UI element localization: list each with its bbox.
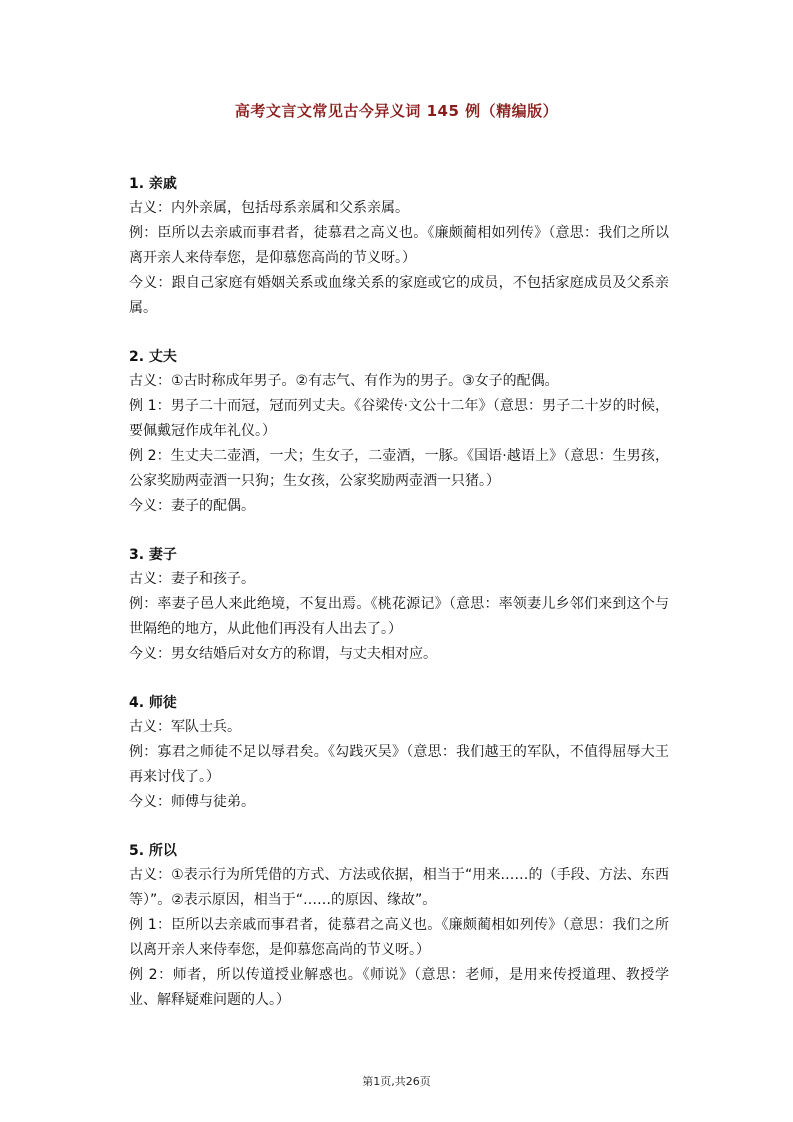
ancient-meaning: 古义：内外亲属，包括母系亲属和父系亲属。	[129, 200, 409, 216]
ancient-meaning: 古义：①古时称成年男子。②有志气、有作为的男子。③女子的配偶。	[129, 373, 559, 389]
entry-1	[129, 174, 669, 321]
document-body	[129, 174, 669, 1039]
ancient-meaning: 古义：妻子和孩子。	[129, 571, 255, 587]
example: 例：臣所以去亲戚而事君者，徒慕君之高义也。《廉颇蔺相如列传》（意思：我们之所以离开亲人来侍奉您，是仰慕您高尚的节义呀。）	[129, 225, 669, 266]
entry-heading: 2. 丈夫	[129, 349, 177, 365]
modern-meaning: 今义：师傅与徒弟。	[129, 794, 255, 810]
example: 例：寡君之师徒不足以辱君矣。《勾践灭吴》（意思：我们越王的军队，不值得屈辱大王再来讨伐了。）	[129, 744, 669, 785]
ancient-meaning: 古义：①表示行为所凭借的方式、方法或依据，相当于“用来……的（手段、方法、东西等）”。②表示原因，相当于“……的原因、缘故”。	[129, 867, 669, 908]
page-title: 高考文言文常见古今异义词 145 例（精编版）	[234, 102, 559, 120]
entry-heading: 3. 妻子	[129, 547, 177, 563]
entry-2	[129, 347, 669, 519]
ancient-meaning: 古义：军队士兵。	[129, 719, 241, 735]
entry-heading: 4. 师徒	[129, 695, 177, 711]
example: 例 1：男子二十而冠，冠而列丈夫。《谷梁传·文公十二年》（意思：男子二十岁的时候，要佩戴冠作成年礼仪。）	[129, 398, 669, 439]
modern-meaning: 今义：跟自己家庭有婚姻关系或血缘关系的家庭或它的成员，不包括家庭成员及父系亲属。	[129, 275, 669, 316]
entry-5	[129, 841, 669, 1013]
example: 例：率妻子邑人来此绝境，不复出焉。《桃花源记》（意思：率领妻儿乡邻们来到这个与世隔绝的地方，从此他们再没有人出去了。）	[129, 596, 669, 637]
modern-meaning: 今义：妻子的配偶。	[129, 498, 255, 514]
entry-heading: 1. 亲戚	[129, 176, 177, 192]
example: 例 2：师者，所以传道授业解惑也。《师说》（意思：老师，是用来传授道理、教授学业、解释疑难问题的人。）	[129, 967, 669, 1008]
page-number: 第1页,共26页	[362, 1075, 431, 1088]
entry-4	[129, 693, 669, 815]
example: 例 2：生丈夫二壶酒，一犬；生女子，二壶酒，一豚。《国语·越语上》（意思：生男孩，公家奖励两壶酒一只狗；生女孩，公家奖励两壶酒一只猪。）	[129, 448, 669, 489]
entry-heading: 5. 所以	[129, 843, 177, 859]
example: 例 1：臣所以去亲戚而事君者，徒慕君之高义也。《廉颇蔺相如列传》（意思：我们之所以离开亲人来侍奉您，是仰慕您高尚的节义呀。）	[129, 917, 669, 958]
modern-meaning: 今义：男女结婚后对女方的称谓，与丈夫相对应。	[129, 646, 437, 662]
entry-3	[129, 545, 669, 667]
